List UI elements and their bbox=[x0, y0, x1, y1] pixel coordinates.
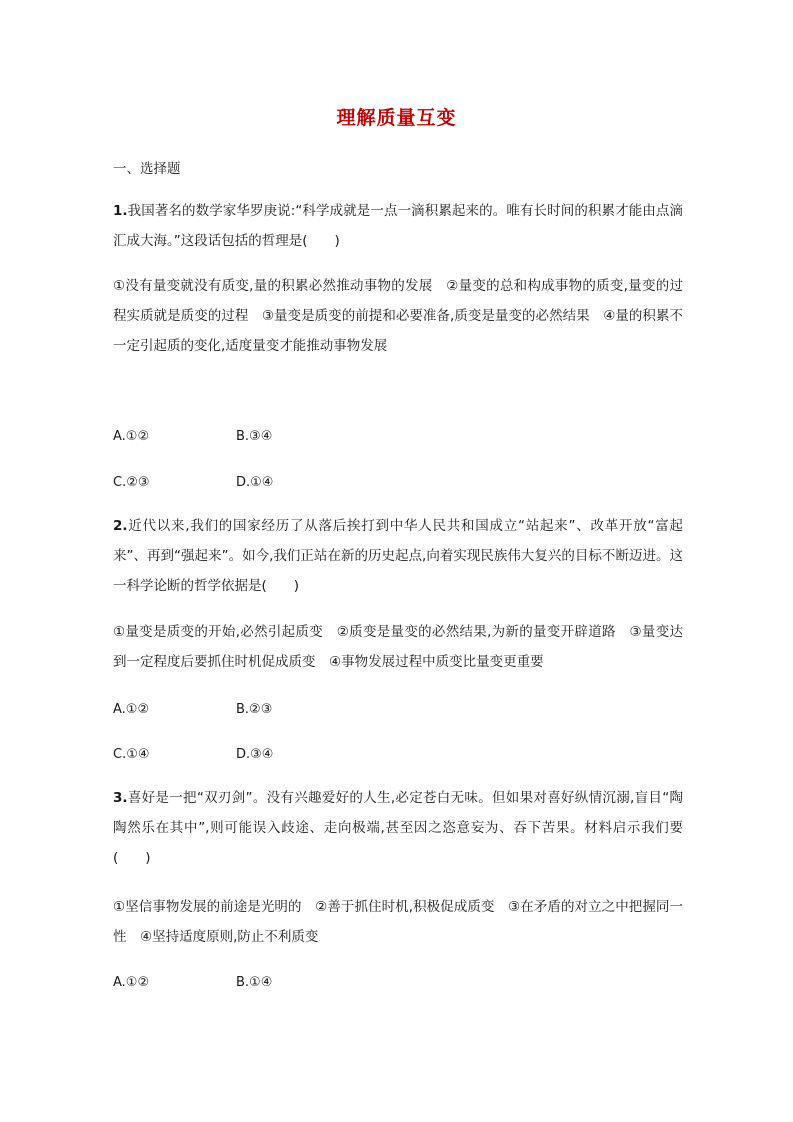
question-1-option-d[interactable]: D.①④ bbox=[236, 475, 274, 490]
question-text: 喜好是一把“双刃剑”。没有兴趣爱好的人生,必定苍白无味。但如果对喜好纵情沉溺,盲目“陶陶然乐在其中”,则可能误入歧途、走向极端,甚至因之恣意妄为、吞下苦果。材料启示我们要( ) bbox=[113, 790, 683, 866]
question-2-option-c[interactable]: C.①④ bbox=[113, 747, 150, 762]
question-text: 近代以来,我们的国家经历了从落后挨打到中华人民共和国成立“站起来”、改革开放“富起来”、再到“强起来”。如今,我们正站在新的历史起点,向着实现民族伟大复兴的目标不断迈进。这一科学论断的哲学依据是( ) bbox=[113, 518, 683, 594]
question-1-statements: ①没有量变就没有质变,量的积累必然推动事物的发展 ②量变的总和构成事物的质变,量变的过程实质就是质变的过程 ③量变是质变的前提和必要准备,质变是量变的必然结果 ④量的积累不一定引起质的变化,适度量变才能推动事物发展 bbox=[113, 278, 683, 354]
question-2-statements: ①量变是质变的开始,必然引起质变 ②质变是量变的必然结果,为新的量变开辟道路 ③量变达到一定程度后要抓住时机促成质变 ④事物发展过程中质变比量变更重要 bbox=[113, 624, 683, 670]
question-2-option-b[interactable]: B.②③ bbox=[236, 702, 273, 717]
question-3-stem bbox=[113, 783, 683, 873]
question-1-option-b[interactable]: B.③④ bbox=[236, 429, 273, 444]
question-number: 3. bbox=[113, 790, 128, 806]
question-number: 1. bbox=[113, 203, 128, 219]
section-heading: 一、选择题 bbox=[113, 161, 181, 177]
question-1-option-a[interactable]: A.①② bbox=[113, 429, 150, 444]
question-2-option-a[interactable]: A.①② bbox=[113, 702, 150, 717]
document-title: 理解质量互变 bbox=[336, 107, 457, 129]
question-1-option-c[interactable]: C.②③ bbox=[113, 475, 150, 490]
question-1-stem bbox=[113, 196, 683, 256]
question-2-option-d[interactable]: D.③④ bbox=[236, 747, 274, 762]
question-text: 我国著名的数学家华罗庚说:“科学成就是一点一滴积累起来的。唯有长时间的积累才能由点滴汇成大海。”这段话包括的哲理是( ) bbox=[113, 203, 683, 249]
question-number: 2. bbox=[113, 518, 128, 534]
question-2-stem bbox=[113, 511, 683, 601]
question-3-option-a[interactable]: A.①② bbox=[113, 975, 150, 990]
question-3-option-b[interactable]: B.①④ bbox=[236, 975, 273, 990]
question-3-statements: ①坚信事物发展的前途是光明的 ②善于抓住时机,积极促成质变 ③在矛盾的对立之中把握同一性 ④坚持适度原则,防止不利质变 bbox=[113, 899, 683, 945]
